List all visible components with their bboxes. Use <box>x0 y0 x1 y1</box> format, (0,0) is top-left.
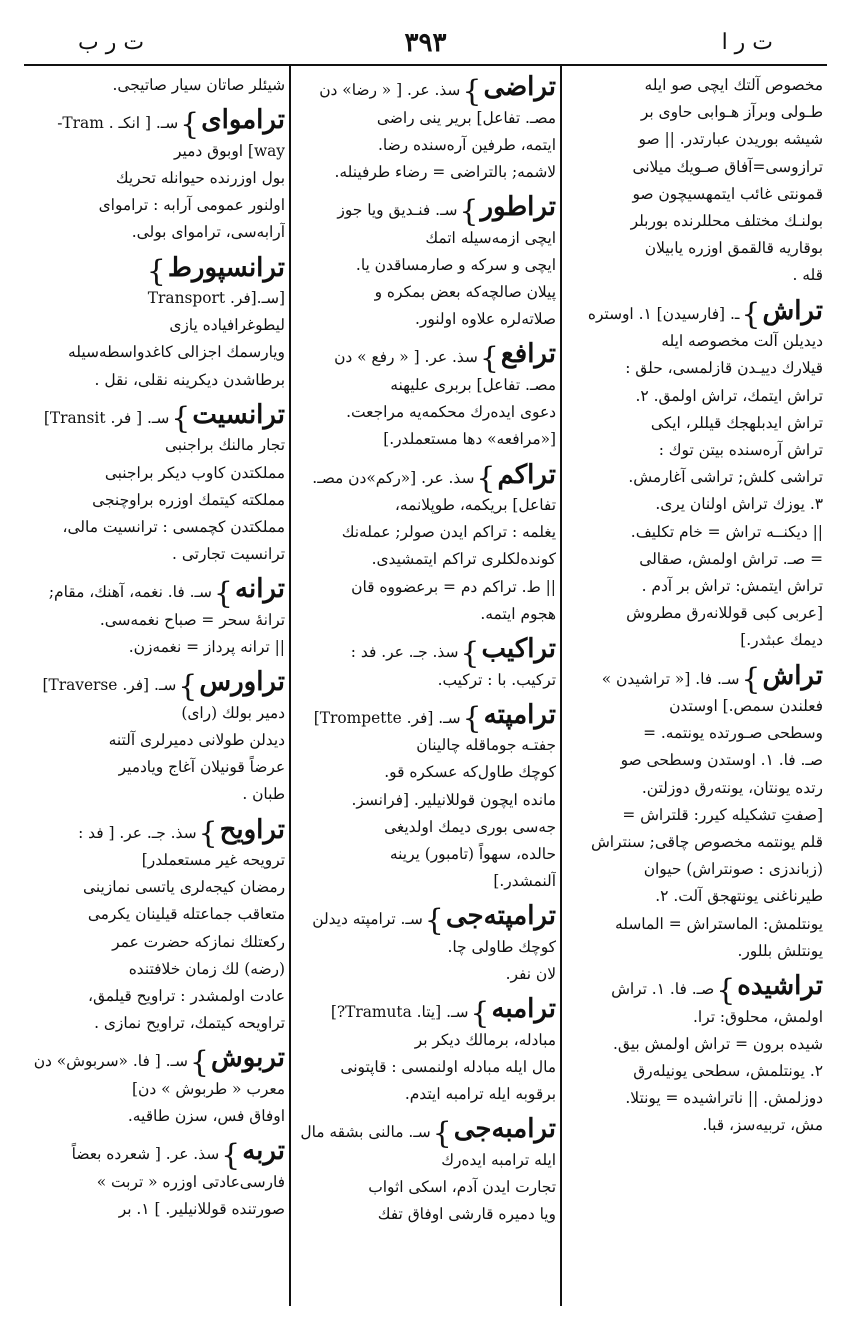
entry-text-line: (زباندزى : صونتراش) حيوان <box>643 860 823 879</box>
entry-text-line: برقوبه ايله ترامبه ايتدم. <box>404 1085 556 1104</box>
entry-text-line: ركعتلك نمازكه حضرت عمر <box>112 932 285 951</box>
dictionary-entry <box>26 72 285 99</box>
entry-text-line: [عربى كبى قوللانه‌رق مطروش <box>626 604 823 623</box>
entry-text-line: فعلندن سمص.] اوستدن <box>669 697 823 716</box>
entry-text-line: بوقاريه قالقمق اوزره يابيلان <box>644 239 823 258</box>
entry-text-line: قلم يونتمه مخصوص چاقى; سنتراش <box>591 833 823 852</box>
entry-text-line: تراشى كلش; تراشى آغارمش. <box>628 468 823 487</box>
brace-mark: } <box>460 635 480 671</box>
entry-text-line: way] اوبوق دمير <box>174 141 285 160</box>
entry-text-line: سذ. عر. [ « رفع » دن <box>334 348 478 367</box>
entry-text-line: برطاشدن ديكرينه نقلى، نقل . <box>94 370 285 389</box>
page-number: ٣٩٣ <box>404 28 447 58</box>
entry-text-line: شيده برون = تراش اولمش بيق. <box>613 1034 823 1053</box>
entry-headword: تراموای <box>201 105 285 136</box>
entry-text-line: يونتلمش: الماستراش = الماسله <box>615 914 823 933</box>
brace-mark: } <box>462 73 482 109</box>
entry-text-line: عادت اولمشدر : تراويح قيلمق، <box>87 987 285 1006</box>
entry-text-line: ترانسيت تجارتى . <box>172 545 285 564</box>
entry-text-line: مش، تربيه‌سز، قبا. <box>702 1116 823 1135</box>
brace-mark: } <box>146 254 166 290</box>
entry-text-line: (رضه) لك زمان خلافتنده <box>128 959 285 978</box>
entry-text-line: دوزلمش. || ناتراشيده = يونتلا. <box>625 1089 823 1108</box>
brace-mark: } <box>432 1115 452 1151</box>
entry-text-line: سذ. عر. [«ركم»دن مصـ. <box>312 468 475 487</box>
entry-text-line: || ديكنــه تراش = خام تكليف. <box>630 522 823 541</box>
entry-text-line: سذ. عر. [ شعرده بعضاً <box>71 1145 220 1164</box>
page-header <box>30 28 821 62</box>
entry-text-line: سـ. مالنى بشقه مال <box>300 1123 431 1142</box>
entry-text-line: آرابه‌سى، تراموای بولى. <box>131 223 285 242</box>
column-divider-left <box>289 66 291 1306</box>
entry-headword: تراكم <box>497 459 556 490</box>
dictionary-entry <box>26 253 285 394</box>
brace-mark: } <box>171 401 191 437</box>
entry-text-line: اولنور عمومى آرابه : تراموای <box>98 196 285 215</box>
entry-headword: ترافع <box>500 339 556 370</box>
entry-text-line: سـ. فنـديق ويا جوز <box>337 201 458 220</box>
entry-text-line: تراش ايتمش: تراش بر آدم . <box>641 576 823 595</box>
entry-text-line: سـ. [فر. Traverse] <box>42 676 177 695</box>
brace-mark: } <box>479 340 499 376</box>
entry-text-line: جفتـه جوماقله چالينان <box>416 736 556 755</box>
entry-text-line: مال ايله مبادله اولنمسى : قاپتونى <box>340 1058 556 1077</box>
entry-headword: ترانه <box>235 574 285 605</box>
entry-text-line: هجوم ايتمه. <box>480 604 556 623</box>
brace-mark: } <box>462 701 482 737</box>
entry-text-line: دمير بولك (راى) <box>181 703 285 722</box>
entry-text-line: جه‌سى بورى ديمك اولديغى <box>384 817 556 836</box>
brace-mark: } <box>180 106 200 142</box>
entry-text-line: ديديلن آلت مخصوصه ايله <box>661 332 823 351</box>
entry-text-line: قمونتى غائب ايتمهسيچون صو <box>632 184 823 203</box>
entry-text-line: ايچى و سركه و صارمساقدن يا. <box>355 255 556 274</box>
entry-text-line: ليطوغرافياده يازى <box>169 316 285 335</box>
dictionary-entry <box>295 192 556 333</box>
dictionary-entry <box>295 339 556 453</box>
dictionary-entry <box>26 815 285 1038</box>
dictionary-entry <box>295 634 556 694</box>
entry-text-line: ـ. [فارسيدن] ١. اوستره <box>587 304 740 323</box>
entry-text-line: سـ. [ فر. Transit] <box>43 408 170 427</box>
dictionary-entry <box>26 400 285 569</box>
entry-text-line: مصـ. تفاعل] برير ينى راضى <box>376 108 556 127</box>
entry-text-line: تركيب. با : تركيب. <box>437 670 556 689</box>
entry-text-line: مملكتدن كچمسى : ترانسيت مالى، <box>62 517 285 536</box>
entry-headword: ترانسيت <box>192 399 285 430</box>
entry-text-line: تراش آره‌سنده بيتن توك : <box>658 440 823 459</box>
entry-text-line: وسطحى صـورتده يونتمه. = <box>643 724 823 743</box>
entry-text-line: عرضاً قونيلان آغاج ويادمير <box>118 758 285 777</box>
brace-mark: } <box>189 1044 209 1080</box>
entry-text-line: تراويحه كيتمك، تراويح نمازى . <box>94 1014 285 1033</box>
entry-headword: تراكيب <box>481 634 556 665</box>
dictionary-entry <box>566 661 823 966</box>
dictionary-entry <box>566 72 823 290</box>
entry-text-line: ترانهٔ سحر = صباح نغمه‌سى. <box>99 610 285 629</box>
entry-text-line: كوچك طاول‌كه عسكره قو. <box>384 763 556 782</box>
entry-text-line: لاشمه; بالتراضى = رضاء طرفينله. <box>334 162 556 181</box>
entry-headword: تراش <box>762 295 823 326</box>
brace-mark: } <box>213 575 234 611</box>
entry-text-line: سذ. جـ. عر. فد : <box>350 643 459 662</box>
entry-text-line: تجار مالنك براجنبى <box>164 436 285 455</box>
entry-text-line: ٣. يوزك تراش اولنان يرى. <box>655 495 823 514</box>
dictionary-entry <box>26 667 285 808</box>
entry-text-line: ديدلن طولانى دميرلرى آلتنه <box>108 730 285 749</box>
entry-headword: تراشيده <box>737 971 823 1002</box>
entry-text-line: مملكتدن كاوب ديكر براجنبى <box>104 463 285 482</box>
dictionary-entry <box>566 971 823 1140</box>
running-head-left: ت ر ب <box>78 30 145 55</box>
entry-text-line: ايتمه، طرفين آره‌سنده رضا. <box>378 135 556 154</box>
dictionary-entry <box>26 574 285 661</box>
entry-headword: تراضى <box>483 72 556 102</box>
entry-text-line: آلنمشدر.] <box>493 872 556 891</box>
entry-text-line: ويا دميره قارشى اوفاق تفك <box>377 1205 556 1224</box>
entry-headword: تراطور <box>480 192 556 223</box>
running-head-right: ت ر ا <box>721 30 773 55</box>
entry-text-line: اوفاق فس، سزن طاقيه. <box>127 1107 285 1126</box>
entry-headword: ترامپته <box>483 699 556 730</box>
dictionary-entry <box>295 1114 556 1228</box>
entry-text-line: رمضان كيجه‌لرى ياتسى نمازينى <box>83 878 285 897</box>
header-rule <box>24 64 827 66</box>
dictionary-entry <box>26 105 285 246</box>
entry-text-line: طـولى وبرآز هـوابى حاوى بر <box>640 103 823 122</box>
entry-text-line: ٢. يونتلمش، سطحى يونيله‌رق <box>633 1062 823 1080</box>
entry-text-line: صلاته‌لره علاوه اولنور. <box>415 310 556 329</box>
entry-text-line: سـ. [ انكـ . Tram- <box>57 114 179 133</box>
brace-mark: } <box>716 972 736 1008</box>
entry-text-line: سذ. عر. [ « رضا» دن <box>319 81 461 99</box>
entry-text-line: قيلارك دييـدن قازلمسى، حلق : <box>625 359 823 378</box>
entry-text-line: ترويحه غير مستعملدر] <box>141 851 285 870</box>
entry-text-line: معرب « طربوش » دن] <box>132 1079 285 1098</box>
entry-text-line: سـ. [يتا. Tramuta?] <box>330 1003 469 1022</box>
entry-text-line: يغلمه : تراكم ايدن صولر; عمله‌نك <box>341 523 556 542</box>
entry-text-line: شيشه بوريدن عبارتدر. || صو <box>638 130 823 149</box>
entry-text-line: فارسى‌عادتى اوزره « تربت » <box>96 1172 285 1191</box>
entry-text-line: پيلان صالچه‌كه بعض بمكره و <box>374 283 556 302</box>
entry-text-line: || ترانه پرداز = نغمه‌زن. <box>128 638 285 657</box>
column-right <box>566 72 823 1304</box>
brace-mark: } <box>459 193 479 229</box>
dictionary-entry <box>295 460 556 629</box>
entry-text-line: سـ. فا. [« تراشيدن » <box>601 669 740 688</box>
entry-text-line: صـ. فا. ١. اوستدن وسطحى صو <box>620 751 823 770</box>
brace-mark: } <box>198 816 218 852</box>
column-middle <box>295 72 556 1304</box>
entry-text-line: سـ. [فر. Trompette] <box>313 708 461 727</box>
entry-text-line: متعاقب جماعتله قيلينان يكرمى <box>87 905 285 924</box>
entry-text-line: دعوى ايده‌رك محكمه‌يه مراجعت. <box>346 403 556 422</box>
entry-headword: تراورس <box>199 667 285 698</box>
entry-text-line: تجارت ايدن آدم، اسكى اثواب <box>368 1178 556 1197</box>
entry-text-line: ديمك عبثدر.] <box>740 631 823 650</box>
entry-text-line: رتده يونتان، يونته‌رق دوزلتن. <box>641 778 823 797</box>
entry-text-line: سـ. [ فا. «سربوش» دن <box>33 1052 188 1071</box>
entry-text-line: طيرناغنى يونتهجق آلت. ٢. <box>655 887 823 906</box>
entry-text-line: || ط. تراكم دم = برعضووه قان <box>351 577 556 596</box>
entry-text-line: يونتلش بللور. <box>737 941 823 960</box>
entry-text-line: قله . <box>792 266 823 285</box>
dictionary-entry <box>295 901 556 988</box>
entry-headword: تربه <box>242 1136 285 1167</box>
entry-text-line: لان نفر. <box>505 965 556 984</box>
entry-text-line: بولنـك مختلف محللرنده بوربلر <box>630 212 823 231</box>
entry-text-line: سـ. فا. نغمه، آهنك، مقام; <box>48 583 212 602</box>
entry-text-line: مبادله، برمالك ديكر بر <box>414 1030 556 1049</box>
brace-mark: } <box>424 902 444 938</box>
brace-mark: } <box>741 662 761 698</box>
entry-text-line: ايله ترامبه ايده‌رك <box>441 1150 556 1169</box>
dictionary-entry <box>566 296 823 655</box>
entry-text-line: ترازوسى=آفاق صـويك ميلانى <box>632 157 823 176</box>
dictionary-entry <box>295 994 556 1108</box>
column-divider-right <box>560 66 562 1306</box>
entry-headword: ترامبه <box>491 994 556 1025</box>
column-left <box>26 72 285 1304</box>
entry-text-line: تراش ايتمك، تراش اولمق. ٢. <box>635 386 823 405</box>
entry-text-line: [«مرافعه» دها مستعملدر.] <box>383 430 556 449</box>
dictionary-entry <box>26 1043 285 1130</box>
brace-mark: } <box>470 995 490 1031</box>
entry-text-line: بول اوزرنده حيوانله تحريك <box>115 168 285 187</box>
entry-text-line: مملكته كيتمك اوزره براوچنجى <box>92 490 285 509</box>
entry-text-line: ايچى ازمه‌سيله اتمك <box>425 228 556 247</box>
entry-text-line: سـ. ترامپته ديدلن <box>312 910 423 929</box>
entry-text-line: مخصوص آلتك ايچى صو ايله <box>644 76 823 94</box>
dictionary-entry <box>295 72 556 186</box>
brace-mark: } <box>476 461 496 497</box>
entry-text-line: حالده، سهواً (تامبور) يرينه <box>389 845 556 864</box>
entry-headword: ترامبه‌جى <box>453 1114 556 1145</box>
dictionary-entry <box>295 700 556 896</box>
entry-headword: تراش <box>762 660 823 691</box>
entry-text-line: اولمش، محلوق: ترا‌. <box>693 1007 823 1026</box>
entry-text-line: سذ. جـ. عر. [ فد : <box>78 823 197 842</box>
brace-mark: } <box>741 297 761 333</box>
dictionary-entry <box>26 1136 285 1223</box>
entry-text-line: صـ. فا. ١. تراش <box>611 980 715 999</box>
entry-headword: تربوش <box>211 1043 285 1074</box>
entry-text-line: شيئلر صاتان سيار صاتيجى. <box>112 76 285 94</box>
entry-text-line: مصـ. تفاعل] بربرى عليهنه <box>390 375 556 394</box>
entry-headword: تراويح <box>219 814 285 845</box>
entry-text-line: تفاعل] بريكمه، طوپلانمه، <box>394 496 556 515</box>
brace-mark: } <box>221 1137 241 1173</box>
entry-text-line: تراش ايدبلهجك قيللر، ايكى <box>650 413 823 432</box>
entry-text-line: كوچك طاولى چا. <box>447 937 556 956</box>
entry-headword: ترانسپورط <box>167 252 285 283</box>
entry-headword: ترامپته‌جى <box>445 901 556 932</box>
entry-text-line: = صـ. تراش اولمش، صقالى <box>639 549 823 568</box>
entry-text-line: مانده ايچون قوللانيلير. [فرانسز. <box>351 790 556 809</box>
entry-text-line: طبان . <box>242 785 285 804</box>
entry-text-line: [صفتِ تشكيله كيرر: قلتراش = <box>622 805 823 824</box>
entry-text-line: كونده‌لكلرى تراكم ايتمشيدى. <box>371 550 556 569</box>
brace-mark: } <box>178 668 198 704</box>
entry-text-line: [سـ.[فر. Transport <box>147 289 285 308</box>
entry-text-line: ويارسمك اجزالى كاغدواسطه‌سيله <box>68 343 285 362</box>
entry-text-line: صورتنده قوللانيلير. ] ١. بر <box>118 1200 285 1219</box>
